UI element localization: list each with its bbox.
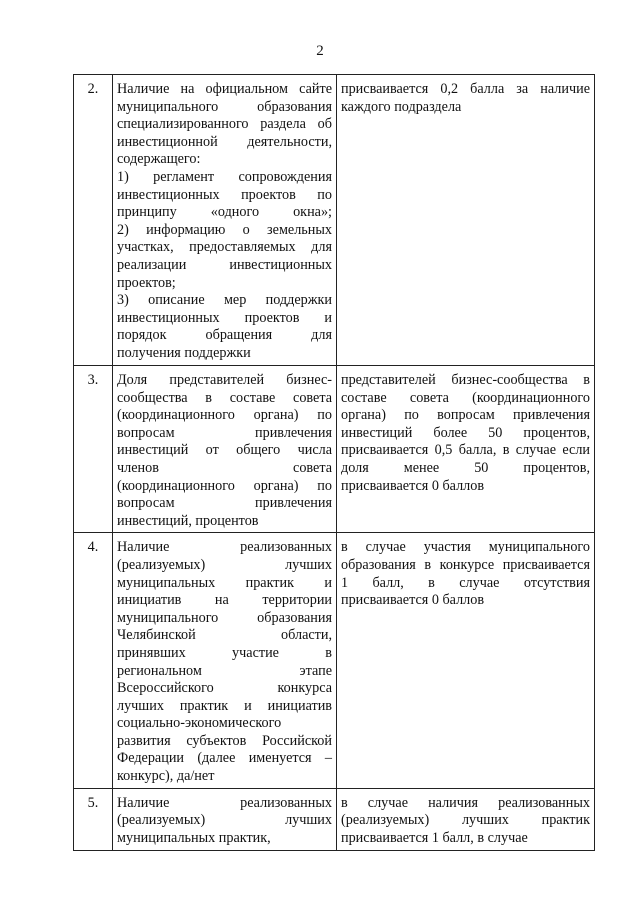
criterion-name-line: муниципального образования [117, 98, 332, 115]
scoring-rule-line: присваивается 0 баллов [341, 477, 485, 494]
table-row [74, 533, 595, 788]
scoring-rule-line: 1 балл, в случае отсутствия [341, 574, 590, 591]
criterion-name-cell [113, 75, 337, 366]
criterion-name-line: лучших практик и инициатив [117, 697, 332, 714]
scoring-rule-cell [337, 788, 595, 850]
criterion-name-line: Федерации (далее именуется – [117, 750, 332, 767]
scoring-rule-line: образования в конкурсе присваивается [341, 556, 590, 573]
scoring-rule-line: органа) по вопросам привлечения [341, 407, 590, 424]
criterion-name-line: Наличие реализованных [117, 539, 332, 556]
row-number: 3. [74, 366, 113, 533]
scoring-rule-line: доля менее 50 процентов, [341, 459, 590, 476]
criterion-name-line: инвестиций, процентов [117, 512, 259, 529]
table-row [74, 788, 595, 850]
criterion-name-line: Наличие на официальном сайте [117, 81, 332, 97]
criterion-name-line: Челябинской области, [117, 627, 332, 644]
scoring-rule-line: в случае участия муниципального [341, 539, 590, 556]
criterion-name-line: региональном этапе [117, 662, 332, 679]
scoring-rule-line: представителей бизнес-сообщества в [341, 372, 590, 388]
scoring-rule-line: присваивается 0,2 балла за наличие [341, 81, 590, 97]
scoring-rule-line: присваивается 0 баллов [341, 592, 485, 609]
scoring-rule-line: каждого подраздела [341, 98, 462, 115]
scoring-rule-line: присваивается 0,5 балла, в случае если [341, 442, 590, 459]
criterion-name-cell [113, 366, 337, 533]
page-number: 2 [316, 43, 324, 59]
criterion-name-line: инвестиционных проектов и [117, 309, 332, 326]
criteria-table-body [74, 75, 595, 851]
scoring-rule-line: составе совета (координационного [341, 389, 590, 406]
criterion-name-line: участках, предоставляемых для [117, 239, 332, 256]
table-row [74, 366, 595, 533]
criterion-name-line: муниципального образования [117, 609, 332, 626]
scoring-rule-cell [337, 533, 595, 788]
criterion-name-line: (реализуемых) лучших [117, 812, 332, 829]
criterion-name-line: специализированного раздела об [117, 116, 332, 133]
criterion-name-line: Всероссийского конкурса [117, 680, 332, 697]
row-number: 2. [74, 75, 113, 366]
criterion-name-cell [113, 788, 337, 850]
criterion-name-line: 2) информацию о земельных [117, 221, 332, 238]
scoring-rule-cell [337, 366, 595, 533]
criterion-name-line: социально-экономического [117, 715, 282, 732]
criterion-name-line: муниципальных практик и [117, 574, 332, 591]
criterion-name-line: содержащего: [117, 151, 201, 168]
criterion-name-line: получения поддержки [117, 344, 251, 361]
criterion-name-line: конкурс), да/нет [117, 768, 215, 785]
criterion-name-line: членов совета [117, 459, 332, 476]
scoring-rule-cell [337, 75, 595, 366]
criterion-name-cell [113, 533, 337, 788]
criterion-name-line: инвестиционных проектов по [117, 186, 332, 203]
criterion-name-line: инвестиций от общего числа [117, 442, 332, 459]
criterion-name-line: муниципальных практик, [117, 829, 271, 846]
criterion-name-line: принципу «одного окна»; [117, 204, 332, 221]
criteria-table [73, 74, 595, 851]
scoring-rule-line: (реализуемых) лучших практик [341, 812, 590, 829]
scoring-rule-line: присваивается 1 балл, в случае [341, 829, 528, 846]
table-row [74, 75, 595, 366]
criterion-name-line: (реализуемых) лучших [117, 556, 332, 573]
criterion-name-line: реализации инвестиционных [117, 256, 332, 273]
criterion-name-line: проектов; [117, 274, 176, 291]
row-number: 4. [74, 533, 113, 788]
criterion-name-line: вопросам привлечения [117, 495, 332, 512]
scoring-rule-line: инвестиций более 50 процентов, [341, 424, 590, 441]
criterion-name-line: порядок обращения для [117, 327, 332, 344]
criterion-name-line: принявших участие в [117, 644, 332, 661]
criterion-name-line: вопросам привлечения [117, 424, 332, 441]
criterion-name-line: 3) описание мер поддержки [117, 292, 332, 309]
scoring-rule-line: в случае наличия реализованных [341, 794, 590, 811]
criterion-name-line: (координационного органа) по [117, 477, 332, 494]
criterion-name-line: развития субъектов Российской [117, 732, 332, 749]
criterion-name-line: Доля представителей бизнес- [117, 372, 332, 388]
criterion-name-line: Наличие реализованных [117, 794, 332, 811]
criterion-name-line: сообщества в составе совета [117, 389, 332, 406]
row-number: 5. [74, 788, 113, 850]
criterion-name-line: инициатив на территории [117, 592, 332, 609]
criterion-name-line: инвестиционной деятельности, [117, 133, 332, 150]
criterion-name-line: (координационного органа) по [117, 407, 332, 424]
criterion-name-line: 1) регламент сопровождения [117, 168, 332, 185]
